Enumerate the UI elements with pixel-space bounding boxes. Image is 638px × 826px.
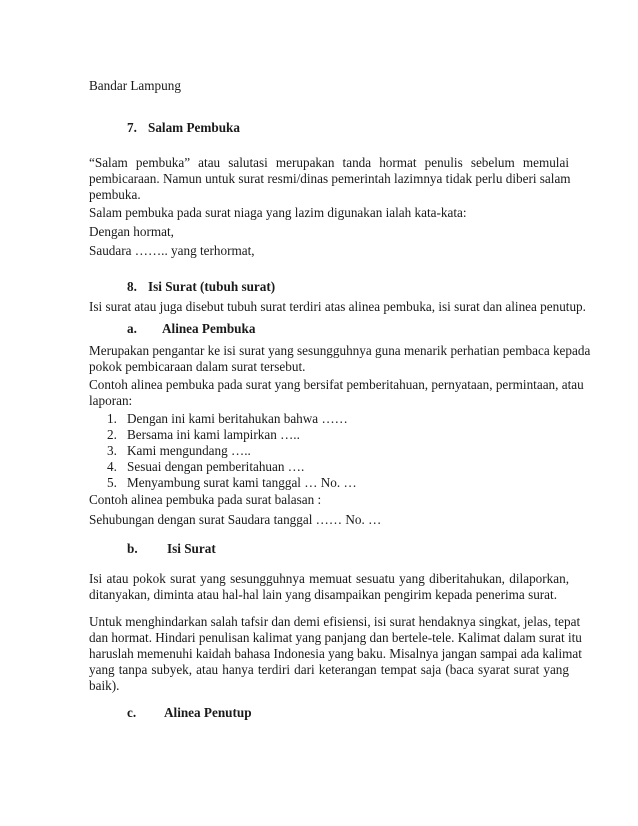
sub-b-letter: b. <box>127 541 138 556</box>
list-item: Kami mengundang ….. <box>127 443 251 458</box>
b-para2-line3: haruslah memenuhi kaidah bahasa Indonesia yang baku. Misalnya jangan sampai ada kalimat <box>89 646 582 661</box>
b-para2-line4: yang tanpa subyek, atau hanya terdiri dari keterangan tempat saja (baca syarat surat yang <box>89 662 569 677</box>
s7-para2: Salam pembuka pada surat niaga yang lazim digunakan ialah kata-kata: <box>89 205 467 220</box>
list-number: 3. <box>107 443 117 458</box>
a-para2-line2: laporan: <box>89 393 133 408</box>
place-line: Bandar Lampung <box>89 78 181 93</box>
b-para1-line1: Isi atau pokok surat yang sesungguhnya memuat sesuatu yang diberitahukan, dilaporkan, <box>89 571 569 586</box>
list-item: Menyambung surat kami tanggal … No. … <box>127 475 357 490</box>
b-para1-line2: ditanyakan, diminta atau hal-hal lain yang disampaikan pengirim kepada penerima surat. <box>89 587 557 602</box>
a-para1-line2: pokok pembicaraan dalam surat tersebut. <box>89 359 306 374</box>
s7-example-1: Dengan hormat, <box>89 224 174 239</box>
list-number: 1. <box>107 411 117 426</box>
a-para4: Sehubungan dengan surat Saudara tanggal …… No. … <box>89 512 382 527</box>
s7-para1-line1: “Salam pembuka” atau salutasi merupakan tanda hormat penulis sebelum memulai <box>89 155 569 170</box>
list-item: Bersama ini kami lampirkan ….. <box>127 427 300 442</box>
list-number: 4. <box>107 459 117 474</box>
b-para2-line5: baik). <box>89 678 120 693</box>
sub-a-title: Alinea Pembuka <box>162 321 256 336</box>
s7-para1-line2: pembicaraan. Namun untuk surat resmi/dinas pemerintah lazimnya tidak perlu diberi salam <box>89 171 571 186</box>
s7-example-2: Saudara …….. yang terhormat, <box>89 243 255 258</box>
a-para1-line1: Merupakan pengantar ke isi surat yang sesungguhnya guna menarik perhatian pembaca kepada <box>89 343 591 358</box>
list-number: 2. <box>107 427 117 442</box>
sub-b-title: Isi Surat <box>167 541 216 556</box>
section-7-number: 7. <box>127 120 137 135</box>
list-item: Sesuai dengan pemberitahuan …. <box>127 459 305 474</box>
sub-c-title: Alinea Penutup <box>164 705 252 720</box>
section-8-number: 8. <box>127 279 137 294</box>
b-para2-line2: dan hormat. Hindari penulisan kalimat yang panjang dan bertele-tele. Kalimat dalam surat itu <box>89 630 582 645</box>
b-para2-line1: Untuk menghindarkan salah tafsir dan demi efisiensi, isi surat hendaknya singkat, jelas, tepat <box>89 614 581 629</box>
a-para3: Contoh alinea pembuka pada surat balasan : <box>89 492 322 507</box>
sub-a-letter: a. <box>127 321 137 336</box>
s8-intro: Isi surat atau juga disebut tubuh surat terdiri atas alinea pembuka, isi surat dan alinea penutup. <box>89 299 586 314</box>
sub-c-letter: c. <box>127 705 137 720</box>
s7-para1-line3: pembuka. <box>89 187 141 202</box>
list-number: 5. <box>107 475 117 490</box>
section-8-title: Isi Surat (tubuh surat) <box>148 279 276 294</box>
section-7-title: Salam Pembuka <box>148 120 240 135</box>
a-para2-line1: Contoh alinea pembuka pada surat yang bersifat pemberitahuan, pernyataan, permintaan, atau <box>89 377 584 392</box>
list-item: Dengan ini kami beritahukan bahwa …… <box>127 411 348 426</box>
